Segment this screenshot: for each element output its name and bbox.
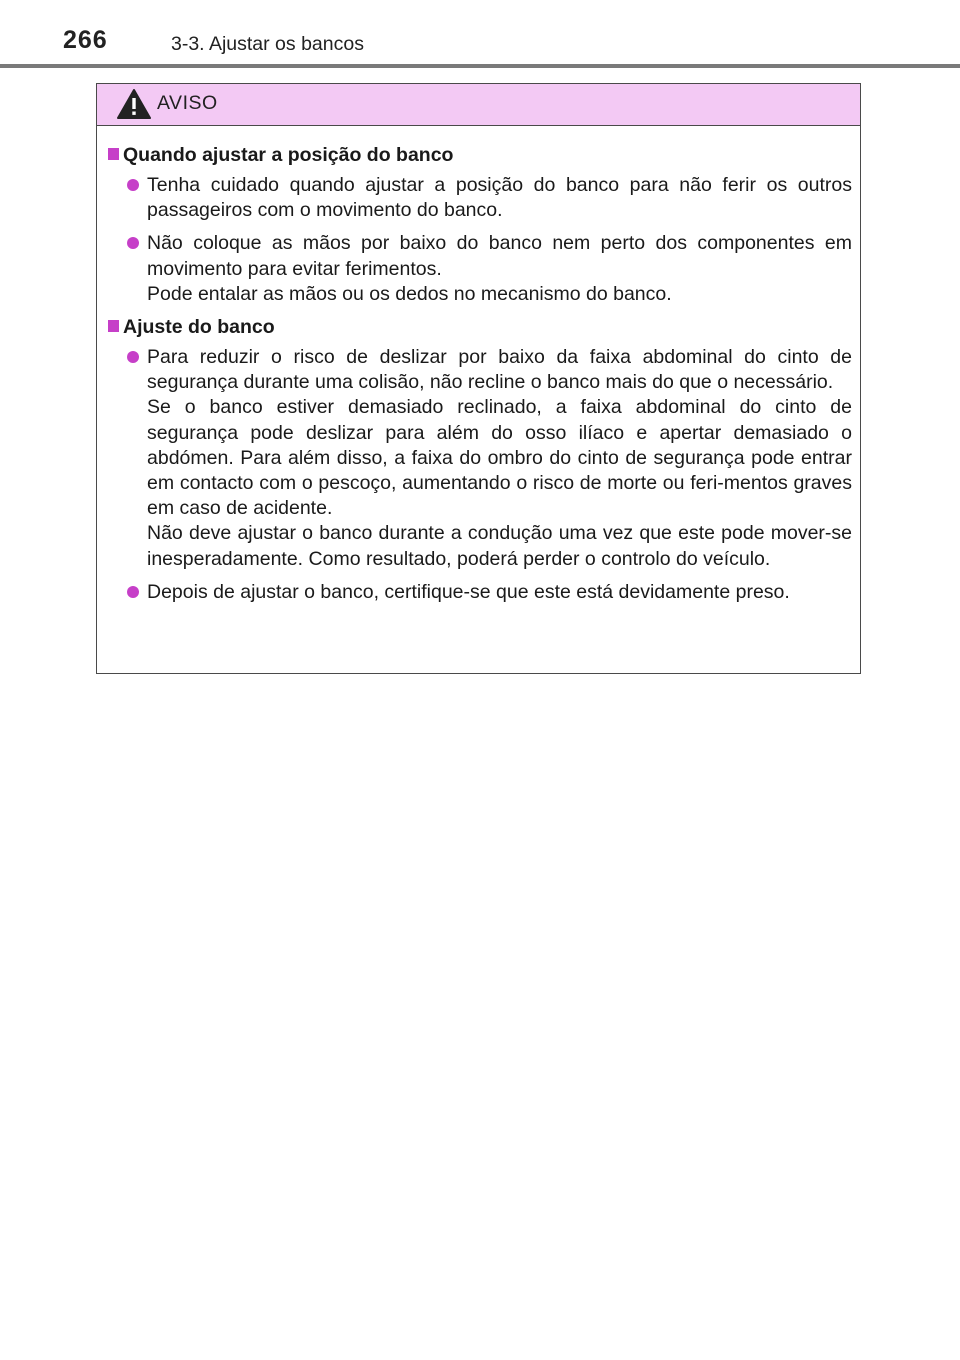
- section-heading: [106, 315, 852, 339]
- page-header: [0, 0, 960, 68]
- warning-header: [97, 84, 860, 126]
- list-item: [106, 345, 852, 572]
- section-heading-text: Quando ajustar a posição do banco: [123, 144, 454, 166]
- warning-section-seat-position: [106, 143, 852, 307]
- list-item-text: Pode entalar as mãos ou os dedos no mecanismo do banco.: [147, 282, 672, 305]
- page-number: 266: [63, 26, 108, 54]
- list-item-text: Se o banco estiver demasiado reclinado, a faixa abdominal do cinto de segurança pode deslizar para além do osso ilíaco e apertar demasiado o abdómen. Para além disso, a faixa do ombro do cinto de segurança pode entrar em contacto com o pescoço, aumentando o risco de morte ou feri-mentos graves em caso de acidente.: [147, 396, 852, 520]
- circle-bullet-icon: [127, 237, 139, 249]
- header-rule: [0, 64, 960, 68]
- circle-bullet-icon: [127, 179, 139, 191]
- list-item: [106, 580, 852, 605]
- section-heading: [106, 143, 852, 167]
- section-title: 3-3. Ajustar os bancos: [171, 33, 364, 55]
- list-item: [106, 231, 852, 307]
- circle-bullet-icon: [127, 586, 139, 598]
- square-bullet-icon: [108, 320, 119, 332]
- warning-title: AVISO: [157, 92, 218, 114]
- list-item-text: Não deve ajustar o banco durante a condução uma vez que este pode mover-se inesperadamente. Como resultado, poderá perder o controlo do veículo.: [147, 522, 852, 570]
- list-item-text: Depois de ajustar o banco, certifique-se que este está devidamente preso.: [147, 580, 790, 603]
- square-bullet-icon: [108, 148, 119, 160]
- list-item: [106, 173, 852, 223]
- circle-bullet-icon: [127, 351, 139, 363]
- warning-section-seat-adjustment: [106, 315, 852, 605]
- list-item-text: Não coloque as mãos por baixo do banco nem perto dos componentes em movimento para evitar ferimentos.: [147, 232, 852, 280]
- list-item-text: Para reduzir o risco de deslizar por baixo da faixa abdominal do cinto de segurança durante uma colisão, não recline o banco mais do que o necessário.: [147, 346, 852, 394]
- warning-triangle-icon: [116, 88, 152, 120]
- warning-body: [97, 126, 860, 605]
- warning-box: [96, 83, 861, 674]
- section-heading-text: Ajuste do banco: [123, 316, 275, 339]
- list-item-text: Tenha cuidado quando ajustar a posição do banco para não ferir os outros passageiros com o movimento do banco.: [147, 174, 852, 222]
